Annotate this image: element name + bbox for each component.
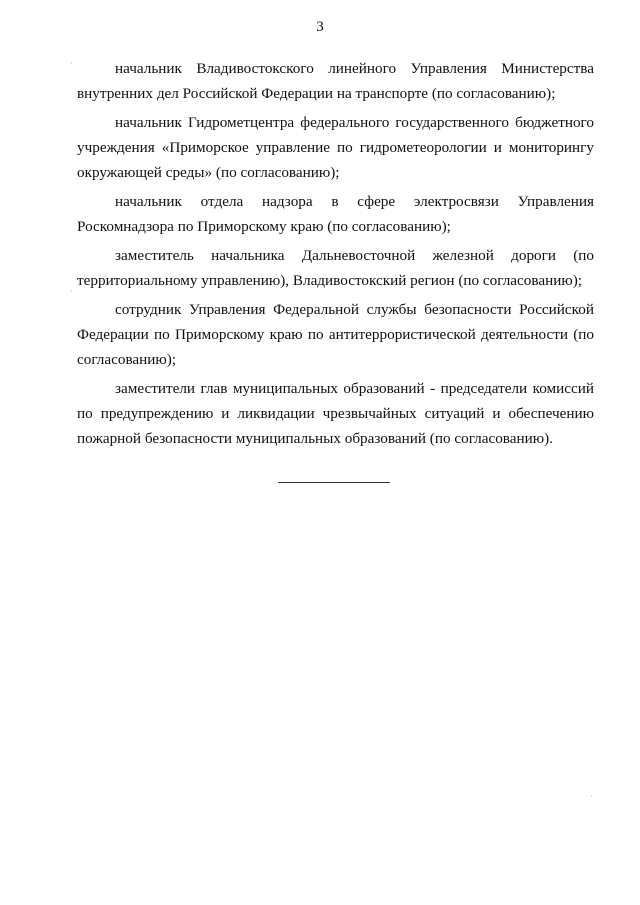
page-number: 3 [316, 19, 324, 35]
paragraph-transport-police: начальник Владивостокского линейного Управления Министерства внутренних дел Российской Федерации на транспорте (по согласованию); [77, 60, 594, 102]
scan-speck: · [70, 287, 73, 296]
paragraph-roskomnadzor: начальник отдела надзора в сфере электросвязи Управления Роскомнадзора по Приморскому краю (по согласованию); [77, 193, 594, 235]
scan-speck: · [70, 59, 73, 68]
paragraph-municipal-deputies: заместители глав муниципальных образований - председатели комиссий по предупреждению и ликвидации чрезвычайных ситуаций и обеспечению пожарной безопасности муниципальных образований (по согласованию). [77, 380, 594, 447]
scan-speck: · [590, 792, 593, 801]
paragraph-fsb: сотрудник Управления Федеральной службы безопасности Российской Федерации по Приморскому краю по антитеррористической деятельности (по согласованию); [77, 301, 594, 368]
end-separator-line [278, 482, 390, 483]
paragraph-railway: заместитель начальника Дальневосточной железной дороги (по территориальному управлению), Владивостокский регион (по согласованию); [77, 247, 594, 289]
document-body [77, 56, 594, 455]
paragraph-hydromet-center: начальник Гидрометцентра федерального государственного бюджетного учреждения «Приморское управление по гидрометеорологии и мониторингу окружающей среды» (по согласованию); [77, 114, 594, 181]
